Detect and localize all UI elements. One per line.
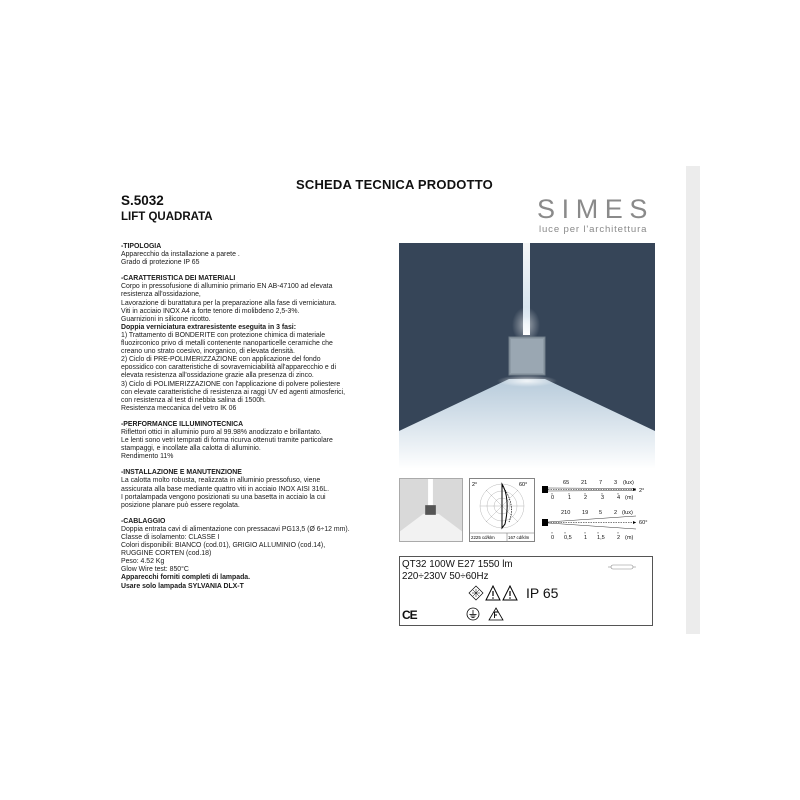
spec-section <box>121 275 359 413</box>
lux-unit: (lux) <box>623 480 634 486</box>
lux-value: 65 <box>563 480 570 486</box>
spec-section <box>121 469 359 509</box>
section-line: Lavorazione di burattatura per la preparazione alla fase di verniciatura. <box>121 299 337 307</box>
section-line: I portalampada vengono posizionati su una basetta in acciaio la cui <box>121 493 326 501</box>
lux-distance-tables <box>540 477 655 545</box>
lux-value: 21 <box>581 480 588 486</box>
lux-unit: (lux) <box>622 510 633 516</box>
section-line: epossidico con caratteristiche di sovraverniciabilità all'apparecchio e di <box>121 364 337 372</box>
dist-value: 1,5 <box>597 535 605 541</box>
section-title: -CARATTERISTICA DEI MATERIALI <box>121 275 236 283</box>
section-line: Usare solo lampada SYLVANIA DLX-T <box>121 582 244 590</box>
section-line: Viti in acciaio INOX A4 a forte tenore di molibdeno 2,5-3%. <box>121 307 300 315</box>
hot-surface-warning-icon <box>502 585 518 601</box>
lamp-spec: QT32 100W E27 1550 lm <box>402 559 513 570</box>
lux-value: 5 <box>599 510 603 516</box>
spec-text-column <box>121 243 359 599</box>
dist-value: 0,5 <box>564 535 572 541</box>
section-line: assicurata alla base mediante quattro viti in acciaio INOX AISI 316L. <box>121 485 329 493</box>
polar-diagram <box>469 478 535 542</box>
section-line: Peso: 4.52 Kg <box>121 558 165 566</box>
section-line: Guarnizioni in silicone ricotto. <box>121 315 211 323</box>
section-line: RUGGINE CORTEN (cod.18) <box>121 550 212 558</box>
section-line: 3) Ciclo di POLIMERIZZAZIONE con l'applicazione di polvere poliestere <box>121 380 341 388</box>
dist-value: 4 <box>617 495 621 501</box>
light-effect-thumbnail <box>399 478 463 542</box>
fixture-icon <box>542 519 548 526</box>
section-line: Classe di isolamento: CLASSE I <box>121 534 220 541</box>
warning-triangle-icon <box>485 585 501 601</box>
dist-value: 2 <box>617 535 621 541</box>
section-line: Resistenza meccanica del vetro IK 06 <box>121 404 237 412</box>
product-code: S.5032 <box>121 193 164 208</box>
section-line: Corpo in pressofusione di alluminio primario EN AB-47100 ad elevata <box>121 283 333 291</box>
lux-value: 7 <box>599 480 603 486</box>
spec-section <box>121 518 359 591</box>
brand-tagline: luce per l'architettura <box>539 224 648 235</box>
dist-value: 0 <box>551 535 555 541</box>
lux-value: 2 <box>614 510 618 516</box>
f-mark-icon <box>488 607 504 621</box>
lux-angle: 60° <box>639 520 648 526</box>
section-line: Riflettori ottici in alluminio puro al 99.98% anodizzato e brillantato. <box>121 428 322 436</box>
lux-value: 19 <box>582 510 589 516</box>
section-title: -INSTALLAZIONE E MANUTENZIONE <box>121 469 242 477</box>
ground-class-icon <box>466 607 480 621</box>
section-line: Grado di protezione IP 65 <box>121 259 200 267</box>
polar-angle-left: 2° <box>472 482 478 488</box>
dist-value: 1 <box>584 535 588 541</box>
ce-mark: CE <box>402 608 417 622</box>
spec-section <box>121 421 359 461</box>
dist-value: 3 <box>601 495 605 501</box>
section-line: resistenza all'ossidazione, <box>121 291 201 299</box>
document-title: SCHEDA TECNICA PRODOTTO <box>296 177 493 192</box>
section-title: -PERFORMANCE ILLUMINOTECNICA <box>121 420 244 428</box>
section-line: Glow Wire test: 850°C <box>121 566 189 574</box>
ip-rating: IP 65 <box>526 585 559 601</box>
polar-angle-right: 60° <box>519 482 528 488</box>
lux-angle: 2° <box>639 488 645 494</box>
product-photo <box>399 243 655 469</box>
section-line: La calotta molto robusta, realizzata in alluminio pressofuso, viene <box>121 477 321 485</box>
section-line: Doppia verniciatura extraresistente eseguita in 3 fasi: <box>121 323 297 331</box>
section-line: Colori disponibili: BIANCO (cod.01), GRIGIO ALLUMINIO (cod.14), <box>121 542 326 550</box>
right-edge-strip <box>686 166 700 634</box>
section-line: stampaggi, e incollate alla calotta di alluminio. <box>121 445 261 453</box>
diffuser-pattern-icon <box>468 585 484 601</box>
polar-label-right: 167 cd/klm <box>508 535 530 540</box>
section-line: Apparecchio da installazione a parete . <box>121 251 240 259</box>
section-line: creano uno strato coesivo, inorganico, di elevata densità. <box>121 348 295 356</box>
section-line: 1) Trattamento di BONDERITE con protezione chimica di materiale <box>121 331 326 339</box>
fixture-icon <box>542 486 548 493</box>
section-line: Le lenti sono vetri temprati di forma ricurva ottenuti tramite particolare <box>121 437 333 445</box>
product-model: LIFT QUADRATA <box>121 211 213 223</box>
section-line: Rendimento 11% <box>121 453 174 461</box>
section-title: -TIPOLOGIA <box>121 243 162 250</box>
lux-value: 3 <box>614 480 618 486</box>
section-line: con resistenza al test di nebbia salina di 1500h. <box>121 396 266 404</box>
section-line: 2) Ciclo di PRE-POLIMERIZZAZIONE con applicazione del fondo <box>121 356 321 364</box>
dist-value: 1 <box>568 495 572 501</box>
spec-box <box>399 556 653 626</box>
lux-value: 210 <box>561 510 571 516</box>
section-line: posizione planare può essere regolata. <box>121 501 240 509</box>
voltage-spec: 220÷230V 50÷60Hz <box>402 571 489 582</box>
section-line: Doppia entrata cavi di alimentazione con pressacavi PG13,5 (Ø 6÷12 mm). <box>121 525 350 533</box>
polar-label-left: 2225 cd/klm <box>471 535 495 540</box>
dist-value: 2 <box>584 495 588 501</box>
dist-unit: (m) <box>625 495 634 501</box>
section-line: con elevate caratteristiche di resistenza ai raggi UV ed agenti atmosferici, <box>121 388 346 396</box>
spec-section <box>121 243 359 267</box>
section-line: Apparecchi forniti completi di lampada. <box>121 574 251 582</box>
dist-value: 0 <box>551 495 555 501</box>
section-title: -CABLAGGIO <box>121 517 166 525</box>
brand-logo: SIMES <box>537 194 655 224</box>
section-line: fluozirconico privo di metalli contenente nanoparticelle ceramiche che <box>121 340 333 348</box>
dist-unit: (m) <box>625 535 634 541</box>
lamp-tube-icon <box>608 563 636 571</box>
section-line: elevata resistenza all'ossidazione grazie alla presenza di zinco. <box>121 372 314 380</box>
